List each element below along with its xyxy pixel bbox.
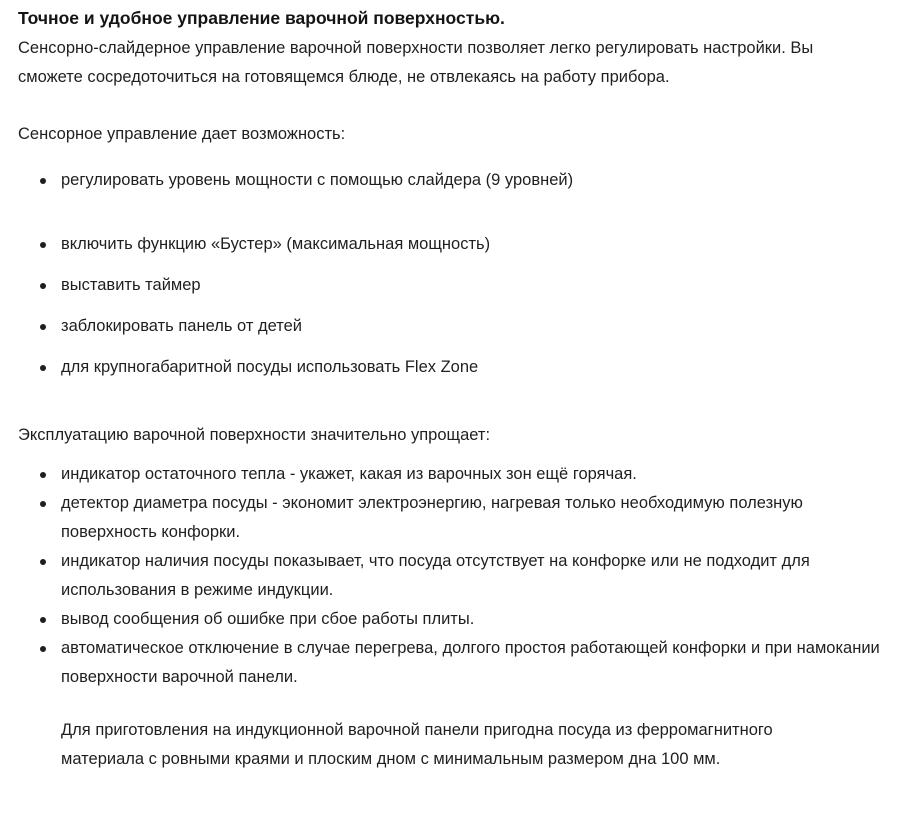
exploitation-heading: Эксплуатацию варочной поверхности значительно упрощает: [18, 426, 491, 444]
list-item-text: вывод сообщения об ошибке при сбое работы плиты. [61, 610, 475, 628]
list-item [40, 353, 890, 382]
bullet-icon [40, 501, 46, 507]
list-item [40, 634, 890, 692]
list-item [40, 460, 890, 489]
bullet-icon [40, 559, 46, 565]
list-item [40, 312, 890, 341]
list-item-text: для крупногабаритной посуды использовать Flex Zone [61, 358, 479, 376]
bullet-icon [40, 242, 46, 248]
list-item [40, 166, 890, 195]
bullet-icon [40, 617, 46, 623]
cookware-note: Для приготовления на индукционной варочной панели пригодна посуда из ферромагнитного материала с ровными краями и плоским дном с минимальным размером дна 100 мм. [61, 721, 773, 768]
bullet-icon [40, 472, 46, 478]
list-item [40, 547, 890, 605]
bullet-icon [40, 324, 46, 330]
list-item [40, 230, 890, 259]
section-title: Точное и удобное управление варочной поверхностью. [18, 8, 505, 28]
intro-paragraph: Сенсорно-слайдерное управление варочной поверхности позволяет легко регулировать настройки. Вы сможете сосредоточиться на готовящемся блюде, не отвлекаясь на работу прибора. [18, 39, 814, 86]
bullet-icon [40, 283, 46, 289]
bullet-icon [40, 646, 46, 652]
list-item-text: включить функцию «Бустер» (максимальная мощность) [61, 235, 491, 253]
list-item-text: индикатор наличия посуды показывает, что посуда отсутствует на конфорке или не подходит для использования в режиме индукции. [61, 552, 810, 599]
bullet-icon [40, 178, 46, 184]
list-item-text: регулировать уровень мощности с помощью слайдера (9 уровней) [61, 171, 574, 189]
touch-control-heading: Сенсорное управление дает возможность: [18, 125, 346, 143]
list-item [40, 271, 890, 300]
list-item [40, 489, 890, 547]
bullet-icon [40, 365, 46, 371]
list-item [40, 605, 890, 634]
list-item-text: детектор диаметра посуды - экономит электроэнергию, нагревая только необходимую полезную поверхность конфорки. [61, 494, 803, 541]
list-item-text: выставить таймер [61, 276, 201, 294]
list-item-text: автоматическое отключение в случае перегрева, долгого простоя работающей конфорки и при намокании поверхности варочной панели. [61, 639, 880, 686]
list-item-text: заблокировать панель от детей [61, 317, 302, 335]
list-item-text: индикатор остаточного тепла - укажет, какая из варочных зон ещё горячая. [61, 465, 637, 483]
